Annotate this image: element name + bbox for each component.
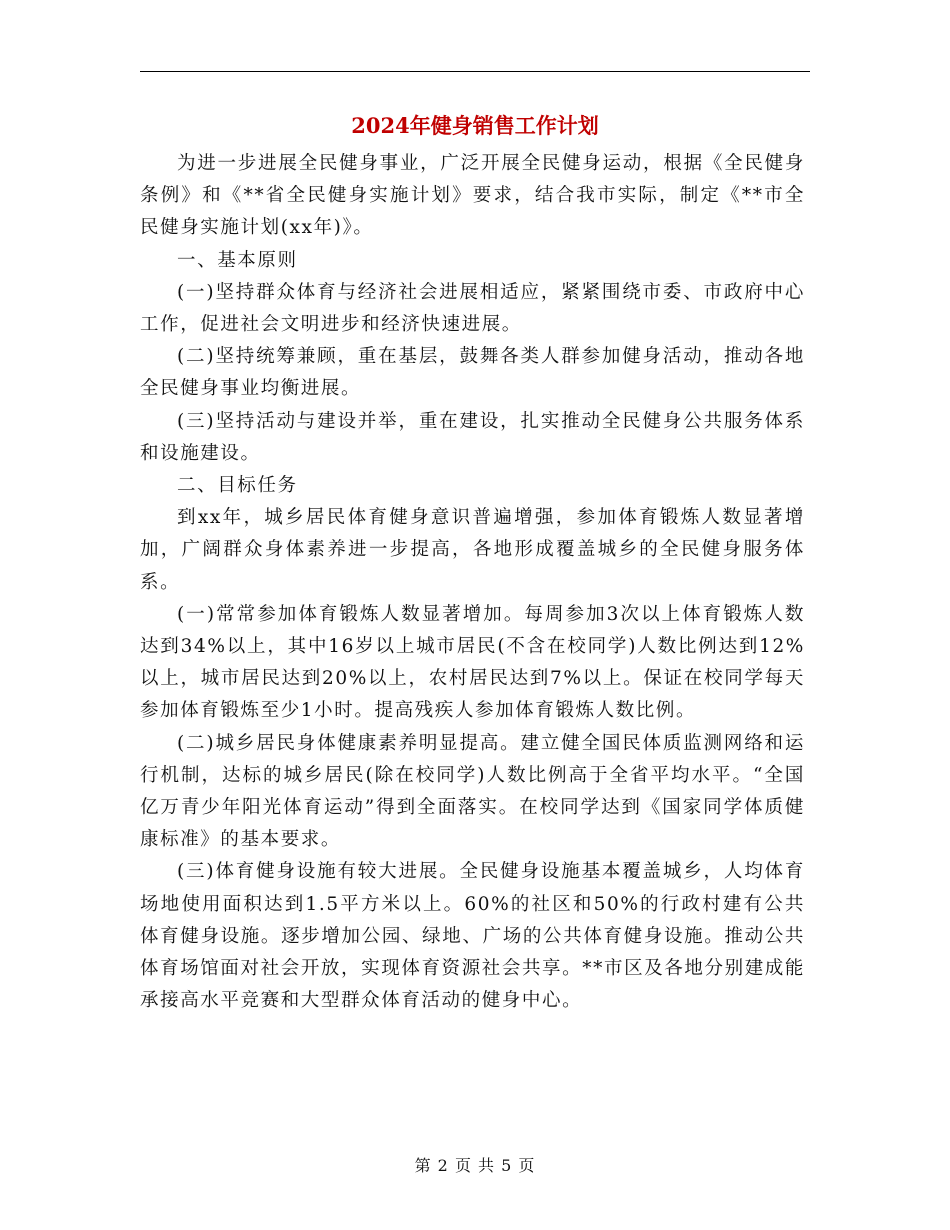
intro-paragraph: 为进一步进展全民健身事业，广泛开展全民健身运动，根据《全民健身条例》和《**省全民健身实施计划》要求，结合我市实际，制定《**市全民健身实施计划(xx年)》。	[140, 153, 805, 239]
goal-3-paragraph: (三)体育健身设施有较大进展。全民健身设施基本覆盖城乡，人均体育场地使用面积达到1.5平方米以上。60%的社区和50%的行政村建有公共体育健身设施。逐步增加公园、绿地、广场的公共体育健身设施。推动公共体育场馆面对社会开放，实现体育资源社会共享。**市区及各地分别建成能承接高水平竞赛和大型群众体育活动的健身中心。	[140, 861, 805, 1012]
goals-intro-paragraph: 到xx年，城乡居民体育健身意识普遍增强，参加体育锻炼人数显著增加，广阔群众身体素养进一步提高，各地形成覆盖城乡的全民健身服务体系。	[140, 507, 805, 593]
principle-2-paragraph: (二)坚持统筹兼顾，重在基层，鼓舞各类人群参加健身活动，推动各地全民健身事业均衡进展。	[140, 346, 805, 400]
section-heading-principles: 一、基本原则	[177, 249, 298, 271]
page-number-footer: 第 2 页 共 5 页	[414, 1156, 536, 1175]
header-rule	[140, 71, 810, 72]
principle-1-paragraph: (一)坚持群众体育与经济社会进展相适应，紧紧围绕市委、市政府中心工作，促进社会文明进步和经济快速进展。	[140, 281, 805, 336]
principle-3-paragraph: (三)坚持活动与建设并举，重在建设，扎实推动全民健身公共服务体系和设施建设。	[140, 410, 805, 464]
document-body	[140, 148, 805, 1017]
goal-2-paragraph: (二)城乡居民身体健康素养明显提高。建立健全国民体质监测网络和运行机制，达标的城乡居民(除在校同学)人数比例高于全省平均水平。“全国亿万青少年阳光体育运动”得到全面落实。在校同学达到《国家同学体质健康标准》的基本要求。	[140, 732, 805, 851]
document-title: 2024年健身销售工作计划	[351, 113, 599, 138]
goal-1-paragraph: (一)常常参加体育锻炼人数显著增加。每周参加3次以上体育锻炼人数达到34%以上，其中16岁以上城市居民(不含在校同学)人数比例达到12%以上，城市居民达到20%以上，农村居民达到7%以上。保证在校同学每天参加体育锻炼至少1小时。提高残疾人参加体育锻炼人数比例。	[140, 603, 805, 722]
section-heading-goals: 二、目标任务	[177, 475, 298, 497]
